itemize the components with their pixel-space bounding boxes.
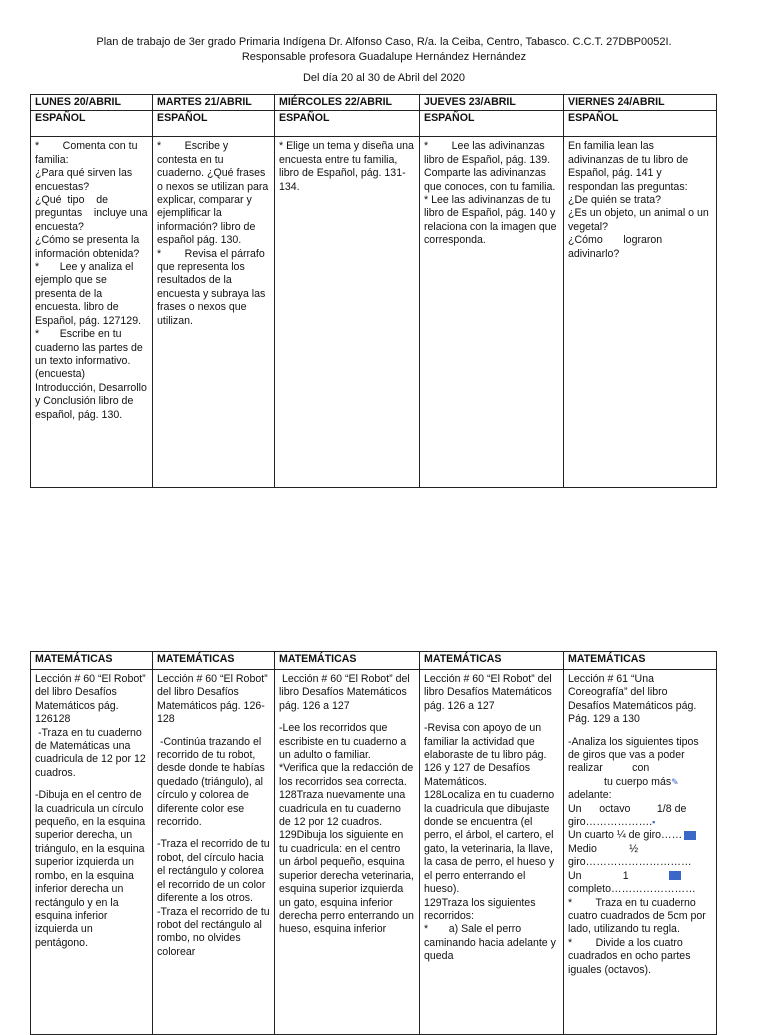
wednesday-activities	[275, 137, 420, 488]
activity-text	[568, 776, 712, 789]
activity-text: ¿Qué tipo de preguntas incluye una encuesta?	[35, 194, 151, 233]
day-thursday: JUEVES 23/ABRIL	[420, 95, 564, 111]
activity-text: * Divide a los cuatro cuadrados en ocho partes iguales (octavos).	[568, 936, 694, 976]
activity-text: -Revisa con apoyo de un familiar la actividad que elaboraste de tu libro pág. 126 y 127 de Desafíos Matemáticos.	[424, 722, 547, 788]
activity-text: * Escribe en tu cuaderno las partes de un texto informativo. (encuesta) Introducción, Desarrollo y Conclusión libro de español, pág. 130.	[35, 328, 150, 421]
subject-espanol: ESPAÑOL	[564, 111, 717, 137]
thursday-math	[420, 670, 564, 1035]
activity-text: * Lee las adivinanzas libro de Español, pág. 139. Comparte las adivinanzas que conoces, con tu familia. * Lee las adivinanzas de tu libro de Español, pág. 140 y relaciona con la imagen que corresponda.	[424, 140, 560, 247]
activity-text: ¿Cómo lograron adivinarlo?	[568, 234, 666, 260]
subject-matematicas: MATEMÁTICAS	[153, 652, 275, 670]
activity-text: ¿Es un objeto, un animal o un vegetal?	[568, 207, 709, 233]
activity-text: Lección # 60 “El Robot” del libro Desafíos Matemáticos pág. 126 a 127	[279, 673, 413, 712]
activity-text: Un octavo 1/8 de	[568, 802, 687, 815]
activity-text: -Analiza los siguientes tipos de giros que vas a poder realizar con	[568, 735, 702, 775]
activity-text: * Escribe y contesta en tu cuaderno. ¿Qué frases o nexos se utilizan para explicar, comparar y ejemplificar la información? libro de español pág. 130.	[157, 140, 272, 247]
activity-text: -Traza en tu cuaderno de Matemáticas una cuadricula de 12 por 12 cuadros.	[35, 726, 149, 779]
activity-text: Lección # 60 “El Robot” del libro Desafíos Matemáticos pág. 126128	[35, 673, 146, 726]
activity-text: giro……………….	[568, 816, 653, 829]
rotation-image-icon	[684, 831, 696, 840]
tuesday-activities	[153, 137, 275, 488]
activity-text: Pág. 129 a 130	[568, 713, 640, 726]
activity-text: Un 1	[568, 869, 629, 882]
teacher-line: Responsable profesora Guadalupe Hernández Hernández	[241, 51, 527, 63]
subject-espanol: ESPAÑOL	[31, 111, 153, 137]
activity-text: * Revisa el párrafo que representa los resultados de la encuesta y subraya las frases o nexos que utilizan.	[157, 247, 269, 327]
wednesday-math	[275, 670, 420, 1035]
subject-matematicas: MATEMÁTICAS	[31, 652, 153, 670]
activity-text: -Continúa trazando el recorrido de tu robot, desde donde te habías quedado (triángulo), al círculo y colorea de diferente color ese recorrido.	[157, 735, 268, 829]
activity-text: Un cuarto ¼ de giro……	[568, 829, 683, 842]
subject-espanol: ESPAÑOL	[153, 111, 275, 137]
activity-text: ¿De quién se trata?	[568, 194, 662, 207]
subject-matematicas: MATEMÁTICAS	[275, 652, 420, 670]
matematicas-table	[30, 651, 717, 1035]
activity-text: 129Traza los siguientes recorridos:	[424, 896, 536, 922]
activity-text: *Verifica que la redacción de los recorridos sea correcta.	[279, 762, 414, 788]
activity-text: * Traza en tu cuaderno cuatro cuadrados de 5cm por lado, utilizando tu regla.	[568, 896, 709, 936]
activity-text: * a) Sale el perro caminando hacia adelante y queda	[424, 923, 559, 963]
activity-text: Lección # 60 “El Robot” del libro Desafíos Matemáticos pág. 126 a 127	[424, 673, 552, 712]
subject-matematicas: MATEMÁTICAS	[420, 652, 564, 670]
day-tuesday: MARTES 21/ABRIL	[153, 95, 275, 111]
activity-text: -Dibuja en el centro de la cuadricula un círculo pequeño, en la esquina superior derecha, un triángulo, en la esquina superior izquierda un rombo, en la esquina inferior derecha un rectángulo y en la esquina inferior izquierda un pentágono.	[35, 789, 146, 949]
activity-text: Medio ½	[568, 842, 639, 855]
date-range: Del día 20 al 30 de Abril del 2020	[302, 72, 466, 84]
plan-title: Plan de trabajo de 3er grado Primaria Indígena Dr. Alfonso Caso, R/a. la Ceiba, Centro, Tabasco. C.C.T. 27DBP0052I.	[96, 36, 672, 48]
activity-text: Lección # 61 “Una Coreografía” del libro Desafíos Matemáticos pág.	[568, 673, 697, 712]
monday-activities	[31, 137, 153, 488]
activity-text: ¿Para qué sirven las encuestas?	[35, 167, 133, 193]
day-wednesday: MIÉRCOLES 22/ABRIL	[275, 95, 420, 111]
monday-math	[31, 670, 153, 1035]
rotation-image-icon	[669, 871, 681, 880]
activities-row	[31, 670, 717, 1035]
activity-text: completo……………………	[568, 883, 696, 896]
day-friday: VIERNES 24/ABRIL	[564, 95, 717, 111]
day-header-row	[31, 95, 717, 111]
activity-text: -Traza el recorrido de tu robot del rectángulo al rombo, no olvides colorear	[157, 905, 270, 958]
espanol-table	[30, 94, 717, 488]
subject-espanol: ESPAÑOL	[275, 111, 420, 137]
activity-text: * Comenta con tu familia:	[35, 140, 141, 166]
activity-text: 128Traza nuevamente una cuadricula en tu cuaderno de 12 por 12 cuadros.	[279, 789, 406, 829]
activities-row	[31, 137, 717, 488]
activity-text	[568, 870, 712, 883]
subject-matematicas: MATEMÁTICAS	[564, 652, 717, 670]
subject-espanol: ESPAÑOL	[420, 111, 564, 137]
activity-text: 128Localiza en tu cuaderno la cuadricula que dibujaste donde se encuentra (el perro, el árbol, el cartero, el gato, la veterinaria, la llave, la casa de perro, el hueso y el perro enterrando el hueso).	[424, 789, 555, 896]
subject-row	[31, 652, 717, 670]
activity-text: ¿Cómo se presenta la información obtenida?	[35, 234, 140, 260]
activity-text: -Lee los recorridos que escribiste en tu cuaderno a un adulto o familiar.	[279, 722, 407, 762]
activity-text: -Traza el recorrido de tu robot, del círculo hacia el rectángulo y colorea el recorrido de un color diferente a los otros.	[157, 838, 270, 905]
activity-text: 129Dibuja los siguiente en tu cuadricula: en el centro un árbol pequeño, esquina superior derecha veterinaria, esquina superior izquierda un gato, esquina inferior derecha perro enterrando un hueso, esquina inferior	[279, 829, 414, 936]
activity-text: * Elige un tema y diseña una encuesta entre tu familia, libro de Español, pág. 131-134.	[279, 140, 414, 193]
activity-text: Lección # 60 “El Robot” del libro Desafíos Matemáticos pág. 126-128	[157, 673, 268, 726]
activity-text	[568, 816, 712, 829]
anchor-icon: ▪	[652, 817, 656, 828]
activity-text	[568, 829, 712, 842]
day-monday: LUNES 20/ABRIL	[31, 95, 153, 111]
activity-text: En familia lean las adivinanzas de tu libro de Español, pág. 141 y respondan las preguntas:	[568, 140, 689, 193]
subject-row	[31, 111, 717, 137]
friday-activities	[564, 137, 717, 488]
activity-text: * Lee y analiza el ejemplo que se presenta de la encuesta. libro de Español, pág. 127129.	[35, 261, 142, 327]
activity-text: tu cuerpo más	[604, 775, 672, 788]
activity-text: adelante:	[568, 789, 612, 802]
thursday-activities	[420, 137, 564, 488]
activity-text: giro…………………………	[568, 856, 692, 869]
tuesday-math	[153, 670, 275, 1035]
anchor-icon: ✎	[671, 776, 679, 787]
friday-math	[564, 670, 717, 1035]
